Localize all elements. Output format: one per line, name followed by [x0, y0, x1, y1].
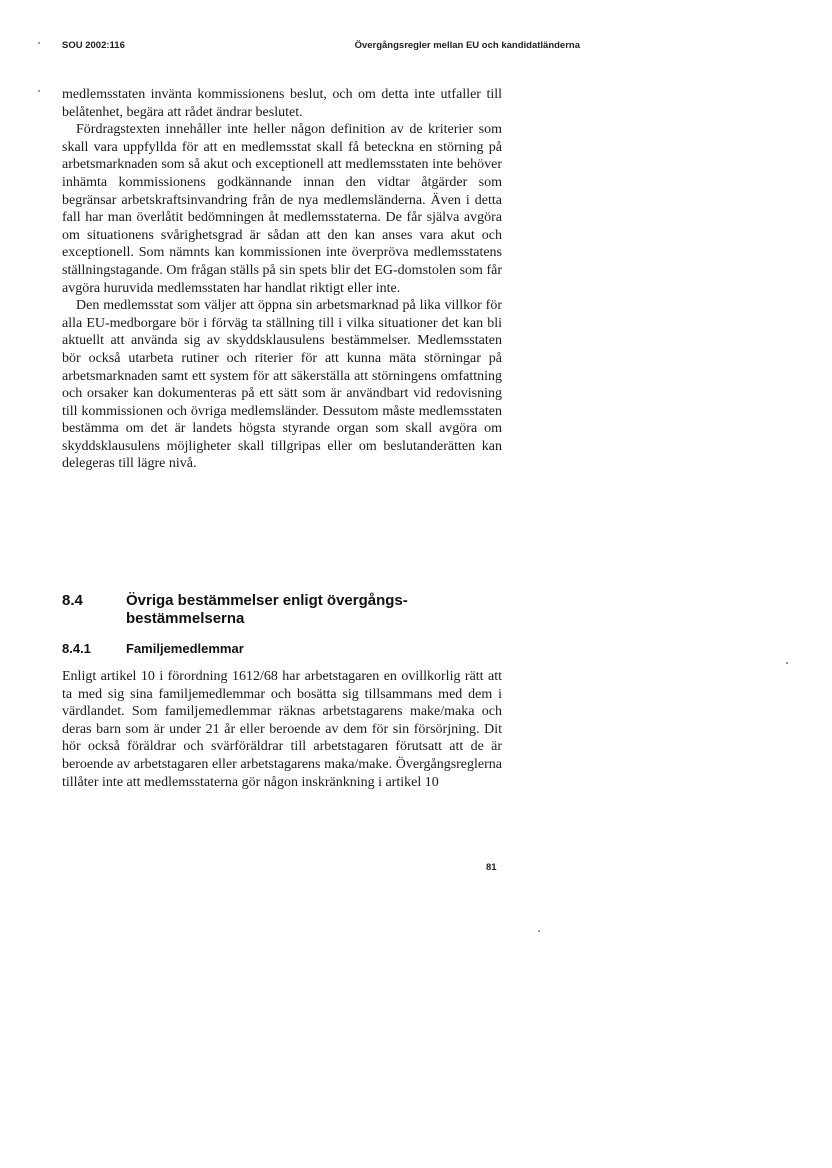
scan-speck	[38, 42, 40, 44]
page-number: 81	[486, 862, 497, 873]
body-text-top	[62, 86, 502, 473]
header-chapter-title: Övergångsregler mellan EU och kandidatländerna	[354, 40, 580, 51]
paragraph-member-state: Den medlemsstat som väljer att öppna sin arbetsmarknad på lika villkor för alla EU-medborgare bör i förväg ta ställning till i vilka situationer det kan bli aktuellt att använda sig av skyddsklausulens bestämmelser. Medlemsstaten bör också utarbeta rutiner och riterier för att kunna mäta störningar på arbetsmarknaden samt ett system för att säkerställa att störningens omfattning och orsaker kan dokumenteras på ett sätt som är användbart vid redovisning till kommissionen och övriga medlemsländer. Dessutom måste medlemsstaten bestämma om det är landets högsta styrande organ som skall avgöra om skyddsklausulens möjligheter skall tillgripas eller om beslutanderätten kan delegeras till lägre nivå.	[62, 298, 502, 472]
paragraph-family-members: Enligt artikel 10 i förordning 1612/68 har arbetstagaren en ovillkorlig rätt att ta med sig sina familjemedlemmar och bosätta sig tillsammans med dem i värdlandet. Som familjemedlemmar räknas arbetstagarens make/maka och deras barn som är under 21 år eller beroende av dem för sin försörjning. Dit hör också föräldrar och svärföräldrar till arbetstagaren förutsatt att de är beroende av arbetstagaren eller arbetstagarens maka/make. Övergångsreglerna tillåter inte att medlemsstaterna gör någon inskränkning i artikel 10	[62, 669, 502, 790]
header-publication-id: SOU 2002:116	[62, 40, 125, 51]
paragraph-continuation: medlemsstaten invänta kommissionens beslut, och om detta inte utfaller till belåtenhet, begära att rådet ändrar beslutet.	[62, 87, 502, 120]
scan-speck	[786, 662, 788, 664]
subsection-title: Familjemedlemmar	[126, 641, 244, 656]
body-text-bottom	[62, 668, 502, 791]
subsection-number: 8.4.1	[62, 641, 91, 656]
scan-speck	[38, 90, 40, 92]
paragraph-treaty-text: Fördragstexten innehåller inte heller någon definition av de kriterier som skall vara uppfyllda för att en medlemsstat skall få beteckna en störning på arbetsmarknaden som så akut och exceptionell att medlemsstaten inte behöver inhämta kommissionens godkännande innan den vidtar åtgärder som begränsar arbetskraftsinvandring från de nya medlemsländerna. Även i detta fall har man överlåtit bedömningen åt medlemsstaterna. De får själva avgöra om situationens svårighetsgrad är sådan att den kan anses vara akut och exceptionell. Som nämnts kan kommissionen inte överpröva medlemsstatens ställningstagande. Om frågan ställs på sin spets blir det EG-domstolen som får avgöra huruvida medlemsstaten har handlat riktigt eller inte.	[62, 122, 502, 296]
section-title: Övriga bestämmelser enligt övergångs-bestämmelserna	[126, 592, 408, 627]
section-number: 8.4	[62, 592, 83, 609]
scan-speck	[538, 930, 540, 932]
